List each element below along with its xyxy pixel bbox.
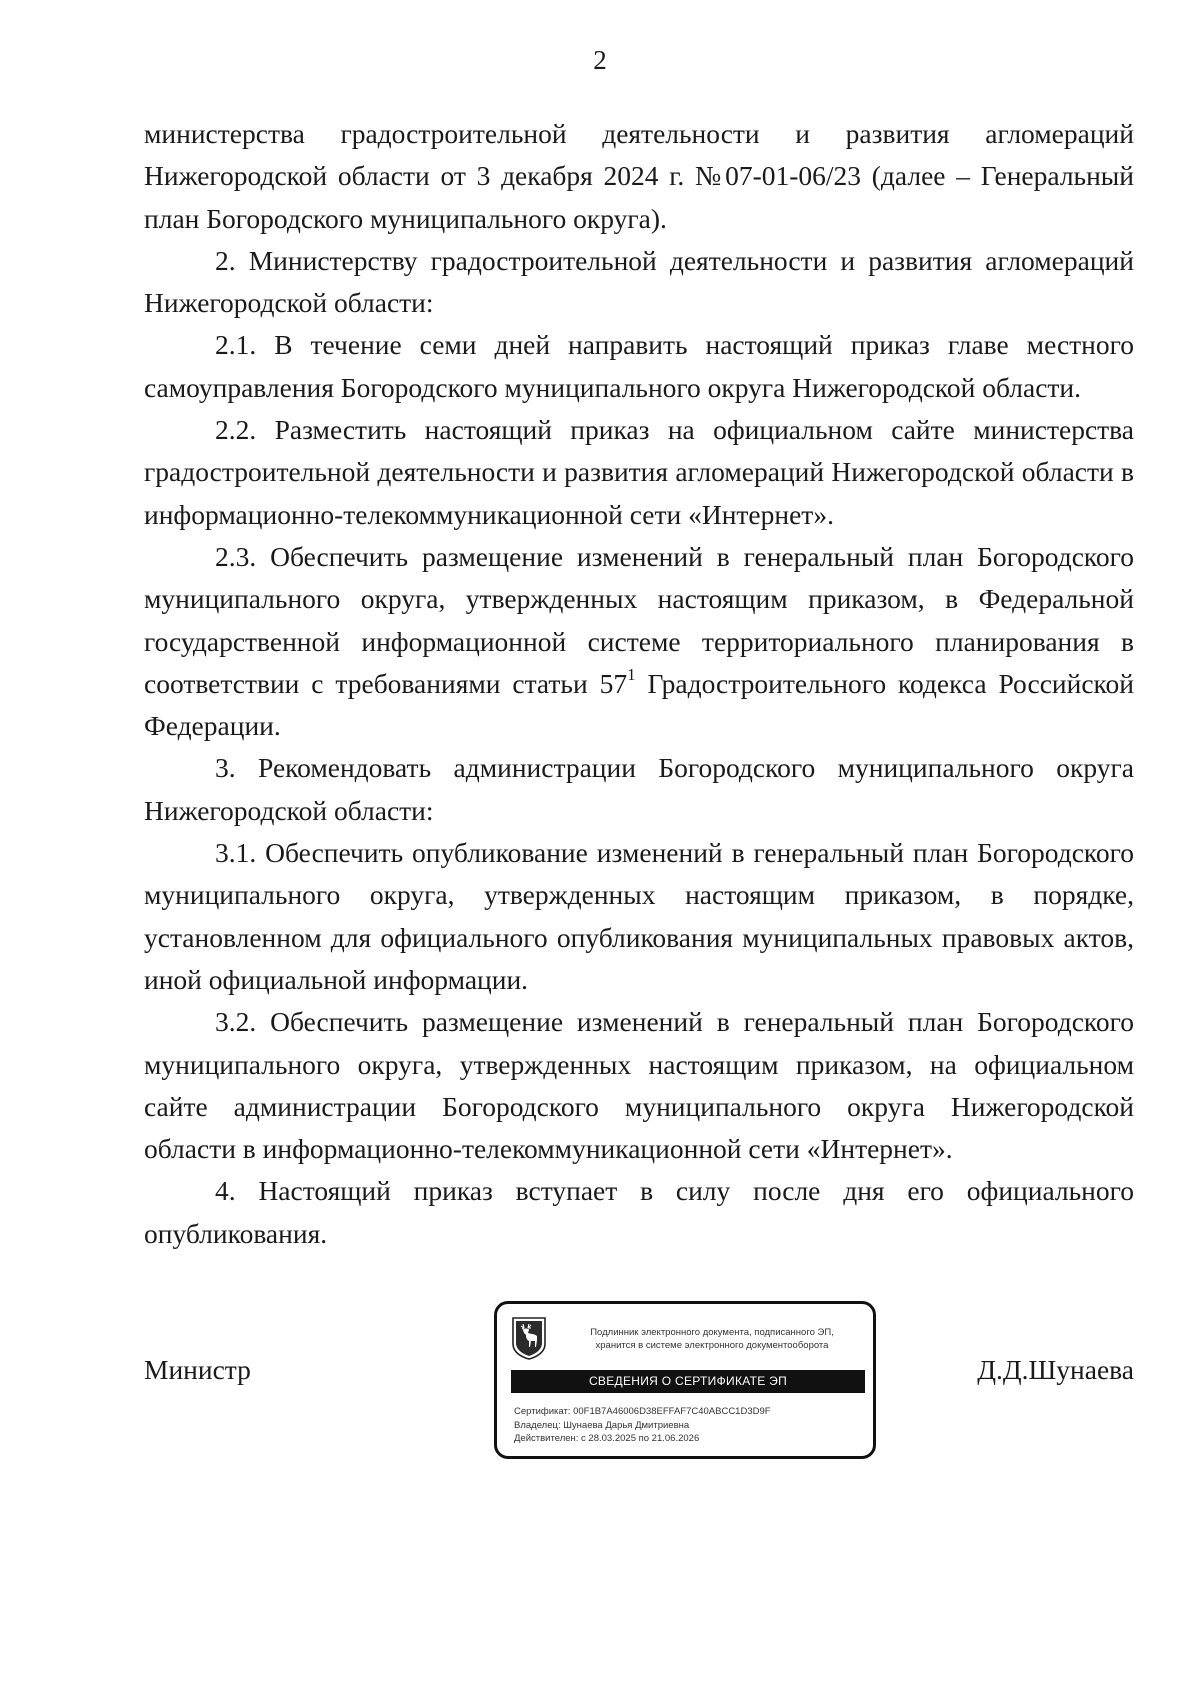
superscript-marker: 1 xyxy=(627,664,636,684)
stamp-header-line: хранится в системе электронного документооборота xyxy=(595,1340,829,1351)
document-body xyxy=(144,113,1134,1255)
paragraph-item-2-1: 2.1. В течение семи дней направить настоящий приказ главе местного самоуправления Богородского муниципального округа Нижегородской области. xyxy=(144,329,1134,403)
certificate-details xyxy=(514,1405,771,1446)
paragraph-item-2-3 xyxy=(144,536,1134,747)
paragraph-item-2-3-tail: Градостроительного кодекса Российской Федерации. xyxy=(144,667,1134,742)
signatory-name: Д.Д.Шунаева xyxy=(977,1354,1134,1385)
paragraph-item-3-1: 3.1. Обеспечить опубликование изменений в генеральный план Богородского муниципального округа, утвержденных настоящим приказом, в порядке, установленном для официального опубликования муниципальных правовых актов, иной официальной информации. xyxy=(144,837,1134,995)
certificate-info-bar: СВЕДЕНИЯ О СЕРТИФИКАТЕ ЭП xyxy=(511,1370,865,1393)
certificate-validity: Действителен: с 28.03.2025 по 21.06.2026 xyxy=(514,1433,700,1444)
deer-coat-of-arms-icon xyxy=(511,1316,547,1360)
signatory-title: Министр xyxy=(144,1354,251,1385)
paragraph-item-3-2: 3.2. Обеспечить размещение изменений в генеральный план Богородского муниципального округа, утвержденных настоящим приказом, на официальном сайте администрации Богородского муниципального округа Нижегородской области в информационно-телекоммуникационной сети «Интернет». xyxy=(144,1006,1134,1165)
paragraph-item-2-3-text: 2.3. Обеспечить размещение изменений в генеральный план Богородского муниципального округа, утвержденных настоящим приказом, в Федеральной государственной информационной системе территориального планирования в соответствии с требованиями статьи 57 xyxy=(144,540,1134,699)
electronic-signature-stamp xyxy=(494,1301,876,1459)
paragraph-item-2: 2. Министерству градостроительной деятельности и развития агломераций Нижегородской области: xyxy=(144,244,1134,319)
page-number: 2 xyxy=(593,45,607,75)
certificate-owner: Владелец: Шунаева Дарья Дмитриевна xyxy=(514,1419,690,1431)
paragraph-item-3: 3. Рекомендовать администрации Богородского муниципального округа Нижегородской области: xyxy=(144,752,1134,826)
certificate-number: Сертификат: 00F1B7A46006D38EFFAF7C40ABCC1D3D9F xyxy=(514,1406,771,1417)
paragraph-item-4: 4. Настоящий приказ вступает в силу после дня его официального опубликования. xyxy=(144,1175,1134,1249)
paragraph-item-2-2: 2.2. Разместить настоящий приказ на официальном сайте министерства градостроительной деятельности и развития агломераций Нижегородской области в информационно-телекоммуникационной сети «Интернет». xyxy=(144,414,1134,530)
paragraph-continuation: министерства градостроительной деятельности и развития агломераций Нижегородской области от 3 декабря 2024 г. №07-01-06/23 (далее – Генеральный план Богородского муниципального округа). xyxy=(144,118,1134,234)
stamp-header-line: Подлинник электронного документа, подписанного ЭП, xyxy=(590,1327,834,1338)
stamp-header xyxy=(557,1326,867,1352)
